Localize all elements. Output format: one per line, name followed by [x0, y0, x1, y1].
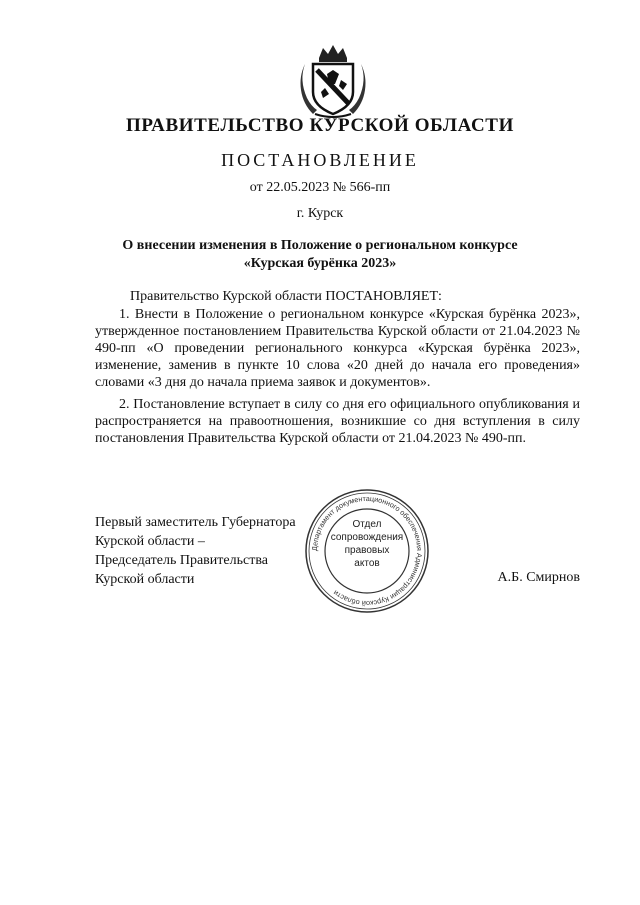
stamp-line-2: сопровождения	[330, 532, 404, 543]
document-subject	[0, 237, 640, 273]
document-type: ПОСТАНОВЛЕНИЕ	[221, 150, 419, 170]
document-date-number: от 22.05.2023 № 566-пп	[249, 180, 391, 195]
signatory-name: А.Б. Смирнов	[497, 570, 580, 585]
signatory-position-line-2: Курской области –	[95, 534, 205, 549]
signatory-position-line-1: Первый заместитель Губернатора	[95, 515, 296, 530]
coat-of-arms-emblem	[297, 40, 369, 120]
body-paragraph-1: 1. Внести в Положение о региональном конкурсе «Курская бурёнка 2023», утвержденное постановлением Правительства Курской области от 21.04.2023 № 490-пп «О проведении регионального конкурса «Курская бурёнка 2023», изменение, заменив в пункте 10 слова «20 дней до начала его проведения» словами «3 дня до начала приема заявок и документов».	[95, 307, 580, 390]
subject-line-2: «Курская бурёнка 2023»	[243, 256, 397, 271]
stamp-line-1: Отдел	[352, 519, 382, 530]
stamp-line-3: правовых	[344, 545, 390, 556]
signatory-position-line-3: Председатель Правительства	[95, 553, 268, 568]
signatory-position	[95, 513, 296, 589]
organization-title: ПРАВИТЕЛЬСТВО КУРСКОЙ ОБЛАСТИ	[126, 115, 514, 136]
document-city: г. Курск	[296, 206, 344, 221]
body-paragraph-2: 2. Постановление вступает в силу со дня его официального опубликования и распространяется на правоотношения, возникшие со дня вступления в силу постановления Правительства Курской области от 21.04.2023 № 490-пп.	[95, 397, 580, 446]
stamp-ring-text: Департамент документационного обеспечения Администрации Курской области	[309, 493, 425, 609]
signatory-position-line-4: Курской области	[95, 572, 195, 587]
subject-line-1: О внесении изменения в Положение о региональном конкурсе	[122, 238, 518, 253]
stamp-center-text	[323, 518, 411, 570]
stamp-line-4: актов	[354, 558, 380, 569]
body-intro: Правительство Курской области ПОСТАНОВЛЯЕТ:	[130, 289, 442, 304]
